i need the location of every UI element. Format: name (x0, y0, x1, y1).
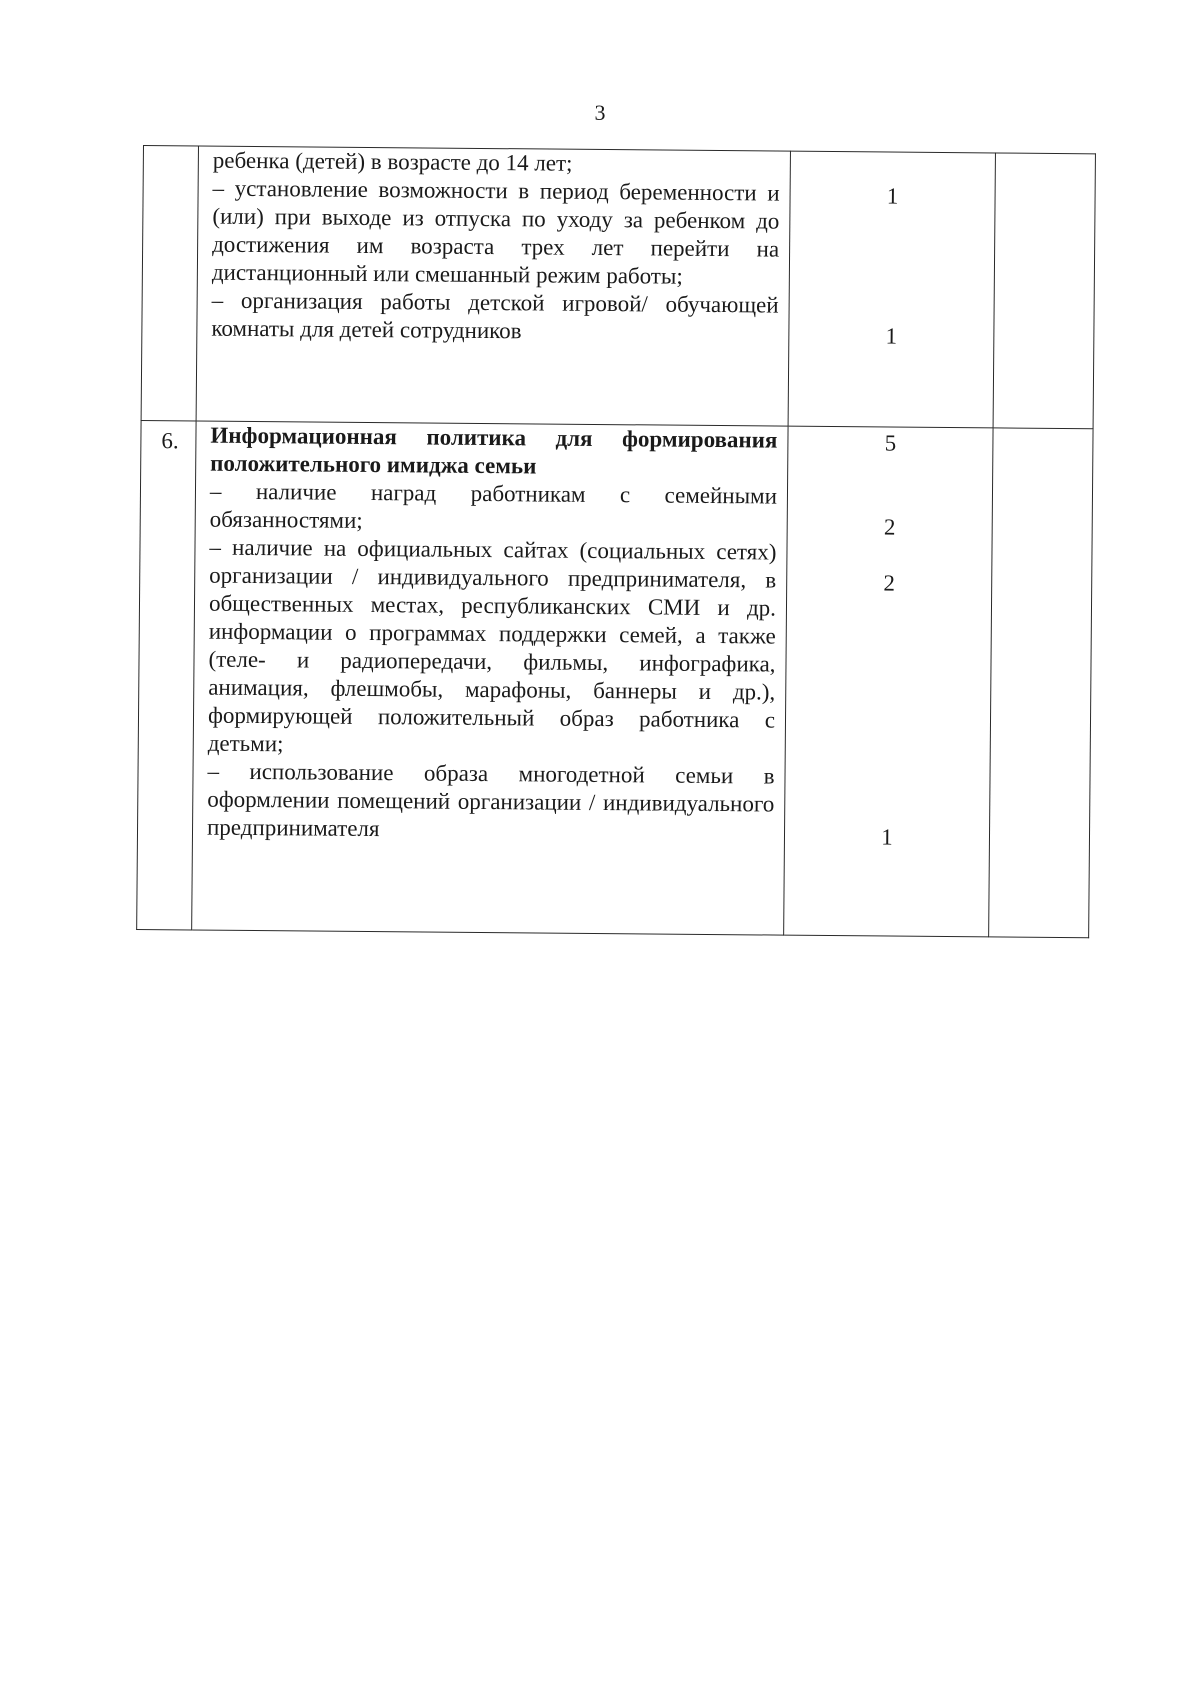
score-cell (788, 151, 995, 428)
score-value: 1 (885, 323, 898, 349)
table-row (137, 420, 1093, 937)
score-value: 1 (881, 824, 893, 850)
score-value: 2 (883, 570, 896, 596)
criterion-text: – наличие на официальных сайтах (социальных сетях) организации / индивидуального предпринимателя, в общественных местах, республиканских СМИ и др. информации о программах поддержки семей, а также (теле- и радиопередачи, фильмы, инфографика, анимация, флешмобы, марафоны, баннеры и др.), формирующей положительный образ работника с детьми; (207, 534, 777, 757)
description-cell (192, 421, 788, 935)
score-value: 1 (886, 183, 899, 209)
page-number: 3 (594, 100, 606, 125)
criteria-table (136, 145, 1096, 938)
criterion-text: ребенка (детей) в возрасте до 14 лет; (212, 147, 573, 176)
table-row (141, 146, 1095, 429)
description-cell (196, 146, 790, 426)
score-value: 5 (884, 430, 897, 456)
row-number-cell: 6. (137, 420, 196, 929)
extra-cell (993, 153, 1095, 429)
score-value: 2 (883, 514, 896, 540)
criterion-text: – организация работы детской игровой/ обучающей комнаты для детей сотрудников (211, 287, 779, 344)
row-number-cell (141, 146, 198, 421)
score-cell (784, 426, 993, 937)
section-heading: Информационная политика для формирования положительного имиджа семьи (210, 422, 778, 479)
criterion-text: – установление возможности в период беременности и (или) при выходе из отпуска по уходу за ребенком до достижения им возраста трех лет перейти на дистанционный или смешанный режим работы; (211, 175, 780, 289)
criterion-text: – использование образа многодетной семьи в оформлении помещений организации / индивидуального предпринимателя (206, 758, 775, 842)
extra-cell (989, 428, 1093, 938)
criterion-text: – наличие наград работникам с семейными обязанностями; (209, 478, 778, 533)
